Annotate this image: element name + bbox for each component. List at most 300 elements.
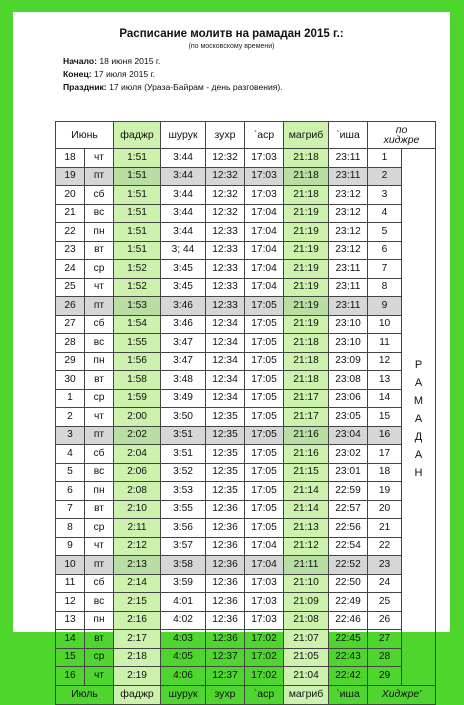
fajr-cell: 2:12 <box>114 537 161 556</box>
isha-cell: 23:12 <box>329 204 368 223</box>
day-cell: 1 <box>56 389 85 408</box>
fajr-cell: 1:51 <box>114 241 161 260</box>
zuhr-cell: 12:32 <box>206 149 245 168</box>
maghrib-cell: 21:19 <box>284 260 329 279</box>
fajr-cell: 2:15 <box>114 593 161 612</box>
table-row <box>56 630 436 649</box>
maghrib-cell: 21:05 <box>284 648 329 667</box>
asr-cell: 17:05 <box>245 482 284 501</box>
table-row <box>56 667 436 686</box>
day-cell: 21 <box>56 204 85 223</box>
zuhr-cell: 12:34 <box>206 371 245 390</box>
asr-cell: 17:05 <box>245 315 284 334</box>
weekday-cell: пн <box>85 482 114 501</box>
weekday-cell: ср <box>85 389 114 408</box>
isha-cell: 23:02 <box>329 445 368 464</box>
isha-cell: 23:12 <box>329 223 368 242</box>
start-label: Начало: <box>63 56 97 66</box>
shuruq-cell: 3:58 <box>161 556 206 575</box>
shuruq-cell: 4:03 <box>161 630 206 649</box>
shuruq-cell: 3:56 <box>161 519 206 538</box>
day-cell: 27 <box>56 315 85 334</box>
fajr-cell: 1:54 <box>114 315 161 334</box>
table-row <box>56 500 436 519</box>
weekday-cell: сб <box>85 315 114 334</box>
footer-zuhr: зухр <box>206 685 245 704</box>
header-row <box>56 122 436 149</box>
zuhr-cell: 12:33 <box>206 278 245 297</box>
weekday-cell: сб <box>85 574 114 593</box>
asr-cell: 17:04 <box>245 537 284 556</box>
day-cell: 3 <box>56 426 85 445</box>
header-hijri-line2: хиджре <box>383 134 420 146</box>
weekday-cell: сб <box>85 445 114 464</box>
table-row <box>56 260 436 279</box>
zuhr-cell: 12:34 <box>206 315 245 334</box>
asr-cell: 17:03 <box>245 186 284 205</box>
header-zuhr: зухр <box>206 122 245 149</box>
maghrib-cell: 21:19 <box>284 278 329 297</box>
footer-fajr: фаджр <box>114 685 161 704</box>
table-row <box>56 204 436 223</box>
isha-cell: 23:11 <box>329 167 368 186</box>
ramadan-letter: Р <box>414 359 423 371</box>
maghrib-cell: 21:07 <box>284 630 329 649</box>
asr-cell: 17:03 <box>245 574 284 593</box>
maghrib-cell: 21:14 <box>284 482 329 501</box>
weekday-cell: чт <box>85 278 114 297</box>
fajr-cell: 2:14 <box>114 574 161 593</box>
hijri-day-cell: 10 <box>368 315 402 334</box>
isha-cell: 22:45 <box>329 630 368 649</box>
asr-cell: 17:04 <box>245 223 284 242</box>
isha-cell: 22:57 <box>329 500 368 519</box>
header-fajr: фаджр <box>114 122 161 149</box>
ramadan-letter: А <box>414 413 423 425</box>
table-row <box>56 278 436 297</box>
table-row <box>56 593 436 612</box>
isha-cell: 23:09 <box>329 352 368 371</box>
fajr-cell: 1:56 <box>114 352 161 371</box>
asr-cell: 17:04 <box>245 204 284 223</box>
table-row <box>56 445 436 464</box>
zuhr-cell: 12:34 <box>206 389 245 408</box>
footer-row <box>56 685 436 704</box>
shuruq-cell: 4:01 <box>161 593 206 612</box>
day-cell: 6 <box>56 482 85 501</box>
shuruq-cell: 3:48 <box>161 371 206 390</box>
weekday-cell: вс <box>85 334 114 353</box>
hijri-day-cell: 5 <box>368 223 402 242</box>
table-row <box>56 408 436 427</box>
shuruq-cell: 3:44 <box>161 186 206 205</box>
day-cell: 11 <box>56 574 85 593</box>
zuhr-cell: 12:36 <box>206 630 245 649</box>
table-row <box>56 167 436 186</box>
ramadan-letter: А <box>414 377 423 389</box>
fajr-cell: 1:51 <box>114 204 161 223</box>
weekday-cell: чт <box>85 537 114 556</box>
weekday-cell: ср <box>85 260 114 279</box>
asr-cell: 17:05 <box>245 389 284 408</box>
header-isha: `иша <box>329 122 368 149</box>
page-title: Расписание молитв на рамадан 2015 г.: <box>119 28 344 40</box>
asr-cell: 17:05 <box>245 463 284 482</box>
isha-cell: 23:12 <box>329 241 368 260</box>
isha-cell: 22:49 <box>329 593 368 612</box>
day-cell: 8 <box>56 519 85 538</box>
header-asr: `аср <box>245 122 284 149</box>
hijri-day-cell: 11 <box>368 334 402 353</box>
zuhr-cell: 12:35 <box>206 482 245 501</box>
header-hijri <box>368 122 436 149</box>
zuhr-cell: 12:32 <box>206 204 245 223</box>
weekday-cell: чт <box>85 408 114 427</box>
fajr-cell: 1:59 <box>114 389 161 408</box>
header-hijri-line1: по <box>395 123 408 136</box>
maghrib-cell: 21:19 <box>284 315 329 334</box>
weekday-cell: пн <box>85 611 114 630</box>
hijri-day-cell: 9 <box>368 297 402 316</box>
header-shuruq: шурук <box>161 122 206 149</box>
day-cell: 16 <box>56 667 85 686</box>
asr-cell: 17:05 <box>245 352 284 371</box>
fajr-cell: 2:10 <box>114 500 161 519</box>
table-row <box>56 556 436 575</box>
shuruq-cell: 3:44 <box>161 204 206 223</box>
header-month: Июнь <box>56 122 114 149</box>
shuruq-cell: 3:53 <box>161 482 206 501</box>
isha-cell: 22:50 <box>329 574 368 593</box>
day-cell: 5 <box>56 463 85 482</box>
fajr-cell: 1:58 <box>114 371 161 390</box>
weekday-cell: ср <box>85 648 114 667</box>
isha-cell: 22:54 <box>329 537 368 556</box>
isha-cell: 23:11 <box>329 149 368 168</box>
zuhr-cell: 12:36 <box>206 574 245 593</box>
hijri-day-cell: 25 <box>368 593 402 612</box>
hijri-day-cell: 7 <box>368 260 402 279</box>
fajr-cell: 1:52 <box>114 278 161 297</box>
ramadan-letter: Д <box>414 431 423 443</box>
schedule-sheet <box>13 12 450 701</box>
table-row <box>56 574 436 593</box>
table-row <box>56 426 436 445</box>
shuruq-cell: 3:44 <box>161 167 206 186</box>
weekday-cell: вс <box>85 463 114 482</box>
maghrib-cell: 21:19 <box>284 241 329 260</box>
table-row <box>56 371 436 390</box>
start-info <box>63 56 160 66</box>
day-cell: 30 <box>56 371 85 390</box>
fajr-cell: 1:51 <box>114 186 161 205</box>
fajr-cell: 1:51 <box>114 223 161 242</box>
asr-cell: 17:02 <box>245 648 284 667</box>
asr-cell: 17:05 <box>245 297 284 316</box>
asr-cell: 17:03 <box>245 167 284 186</box>
hijri-day-cell: 1 <box>368 149 402 168</box>
isha-cell: 22:43 <box>329 648 368 667</box>
fajr-cell: 2:16 <box>114 611 161 630</box>
maghrib-cell: 21:19 <box>284 297 329 316</box>
zuhr-cell: 12:35 <box>206 408 245 427</box>
maghrib-cell: 21:18 <box>284 371 329 390</box>
maghrib-cell: 21:17 <box>284 389 329 408</box>
maghrib-cell: 21:19 <box>284 223 329 242</box>
asr-cell: 17:05 <box>245 408 284 427</box>
shuruq-cell: 3; 44 <box>161 241 206 260</box>
weekday-cell: пт <box>85 167 114 186</box>
shuruq-cell: 3:44 <box>161 223 206 242</box>
shuruq-cell: 3:45 <box>161 260 206 279</box>
zuhr-cell: 12:37 <box>206 648 245 667</box>
ramadan-vertical-label <box>402 149 436 686</box>
zuhr-cell: 12:36 <box>206 537 245 556</box>
shuruq-cell: 3:51 <box>161 445 206 464</box>
weekday-cell: пт <box>85 426 114 445</box>
table-row <box>56 315 436 334</box>
prayer-schedule-table <box>55 121 436 705</box>
day-cell: 29 <box>56 352 85 371</box>
header-maghrib: магриб <box>284 122 329 149</box>
maghrib-cell: 21:15 <box>284 463 329 482</box>
asr-cell: 17:05 <box>245 371 284 390</box>
footer-month: Июль <box>56 685 114 704</box>
asr-cell: 17:05 <box>245 334 284 353</box>
maghrib-cell: 21:19 <box>284 204 329 223</box>
fajr-cell: 1:55 <box>114 334 161 353</box>
holiday-info <box>63 82 283 92</box>
hijri-day-cell: 15 <box>368 408 402 427</box>
zuhr-cell: 12:33 <box>206 241 245 260</box>
fajr-cell: 2:18 <box>114 648 161 667</box>
hijri-day-cell: 8 <box>368 278 402 297</box>
day-cell: 18 <box>56 149 85 168</box>
day-cell: 12 <box>56 593 85 612</box>
isha-cell: 23:11 <box>329 278 368 297</box>
ramadan-letter: А <box>414 449 423 461</box>
zuhr-cell: 12:36 <box>206 593 245 612</box>
asr-cell: 17:05 <box>245 445 284 464</box>
footer-isha: `иша <box>329 685 368 704</box>
shuruq-cell: 3:50 <box>161 408 206 427</box>
ramadan-letter: М <box>413 395 424 407</box>
isha-cell: 23:10 <box>329 315 368 334</box>
hijri-day-cell: 22 <box>368 537 402 556</box>
footer-asr: `аср <box>245 685 284 704</box>
shuruq-cell: 3:46 <box>161 297 206 316</box>
maghrib-cell: 21:08 <box>284 611 329 630</box>
asr-cell: 17:03 <box>245 611 284 630</box>
zuhr-cell: 12:34 <box>206 334 245 353</box>
asr-cell: 17:05 <box>245 500 284 519</box>
table-row <box>56 334 436 353</box>
weekday-cell: вт <box>85 371 114 390</box>
day-cell: 14 <box>56 630 85 649</box>
table-row <box>56 149 436 168</box>
fajr-cell: 1:51 <box>114 149 161 168</box>
shuruq-cell: 3:51 <box>161 426 206 445</box>
hijri-day-cell: 28 <box>368 648 402 667</box>
isha-cell: 23:08 <box>329 371 368 390</box>
zuhr-cell: 12:33 <box>206 223 245 242</box>
day-cell: 9 <box>56 537 85 556</box>
fajr-cell: 2:02 <box>114 426 161 445</box>
zuhr-cell: 12:36 <box>206 500 245 519</box>
hijri-day-cell: 19 <box>368 482 402 501</box>
footer-shuruq: шурук <box>161 685 206 704</box>
table-row <box>56 186 436 205</box>
weekday-cell: вс <box>85 204 114 223</box>
day-cell: 19 <box>56 167 85 186</box>
hijri-day-cell: 20 <box>368 500 402 519</box>
day-cell: 15 <box>56 648 85 667</box>
day-cell: 22 <box>56 223 85 242</box>
hijri-day-cell: 14 <box>368 389 402 408</box>
shuruq-cell: 3:59 <box>161 574 206 593</box>
page-subtitle: (по московскому времени) <box>188 43 275 50</box>
maghrib-cell: 21:16 <box>284 426 329 445</box>
table-row <box>56 537 436 556</box>
holiday-value: 17 июля (Ураза-Байрам - день разговения). <box>109 82 283 92</box>
day-cell: 13 <box>56 611 85 630</box>
zuhr-cell: 12:35 <box>206 426 245 445</box>
maghrib-cell: 21:11 <box>284 556 329 575</box>
fajr-cell: 2:11 <box>114 519 161 538</box>
table-row <box>56 611 436 630</box>
weekday-cell: чт <box>85 667 114 686</box>
day-cell: 24 <box>56 260 85 279</box>
zuhr-cell: 12:36 <box>206 611 245 630</box>
day-cell: 28 <box>56 334 85 353</box>
weekday-cell: пн <box>85 352 114 371</box>
hijri-day-cell: 27 <box>368 630 402 649</box>
isha-cell: 23:04 <box>329 426 368 445</box>
maghrib-cell: 21:10 <box>284 574 329 593</box>
isha-cell: 23:01 <box>329 463 368 482</box>
table-row <box>56 482 436 501</box>
hijri-day-cell: 6 <box>368 241 402 260</box>
hijri-day-cell: 24 <box>368 574 402 593</box>
asr-cell: 17:05 <box>245 519 284 538</box>
footer-hijri: Хиджре' <box>368 685 436 704</box>
shuruq-cell: 3:49 <box>161 389 206 408</box>
isha-cell: 23:11 <box>329 297 368 316</box>
asr-cell: 17:04 <box>245 260 284 279</box>
shuruq-cell: 3:44 <box>161 149 206 168</box>
isha-cell: 22:46 <box>329 611 368 630</box>
asr-cell: 17:04 <box>245 241 284 260</box>
maghrib-cell: 21:13 <box>284 519 329 538</box>
shuruq-cell: 3:46 <box>161 315 206 334</box>
weekday-cell: вт <box>85 500 114 519</box>
day-cell: 4 <box>56 445 85 464</box>
maghrib-cell: 21:09 <box>284 593 329 612</box>
table-row <box>56 648 436 667</box>
shuruq-cell: 4:05 <box>161 648 206 667</box>
fajr-cell: 1:53 <box>114 297 161 316</box>
maghrib-cell: 21:18 <box>284 334 329 353</box>
maghrib-cell: 21:18 <box>284 167 329 186</box>
maghrib-cell: 21:18 <box>284 352 329 371</box>
zuhr-cell: 12:33 <box>206 297 245 316</box>
day-cell: 10 <box>56 556 85 575</box>
hijri-day-cell: 12 <box>368 352 402 371</box>
maghrib-cell: 21:18 <box>284 149 329 168</box>
shuruq-cell: 3:52 <box>161 463 206 482</box>
isha-cell: 23:12 <box>329 186 368 205</box>
asr-cell: 17:04 <box>245 278 284 297</box>
end-value: 17 июля 2015 г. <box>94 69 156 79</box>
shuruq-cell: 3:47 <box>161 352 206 371</box>
hijri-day-cell: 29 <box>368 667 402 686</box>
footer-maghrib: магриб <box>284 685 329 704</box>
shuruq-cell: 3:55 <box>161 500 206 519</box>
hijri-day-cell: 26 <box>368 611 402 630</box>
hijri-day-cell: 2 <box>368 167 402 186</box>
hijri-day-cell: 17 <box>368 445 402 464</box>
day-cell: 25 <box>56 278 85 297</box>
weekday-cell: пт <box>85 556 114 575</box>
schedule-body <box>56 149 436 686</box>
hijri-day-cell: 16 <box>368 426 402 445</box>
maghrib-cell: 21:12 <box>284 537 329 556</box>
asr-cell: 17:03 <box>245 149 284 168</box>
hijri-day-cell: 18 <box>368 463 402 482</box>
fajr-cell: 2:19 <box>114 667 161 686</box>
table-row <box>56 463 436 482</box>
fajr-cell: 2:17 <box>114 630 161 649</box>
asr-cell: 17:02 <box>245 667 284 686</box>
maghrib-cell: 21:17 <box>284 408 329 427</box>
isha-cell: 23:10 <box>329 334 368 353</box>
shuruq-cell: 4:02 <box>161 611 206 630</box>
asr-cell: 17:02 <box>245 630 284 649</box>
maghrib-cell: 21:18 <box>284 186 329 205</box>
hijri-day-cell: 4 <box>368 204 402 223</box>
hijri-day-cell: 23 <box>368 556 402 575</box>
isha-cell: 23:06 <box>329 389 368 408</box>
start-value: 18 июня 2015 г. <box>99 56 161 66</box>
end-info <box>63 69 155 79</box>
hijri-day-cell: 13 <box>368 371 402 390</box>
zuhr-cell: 12:36 <box>206 519 245 538</box>
day-cell: 20 <box>56 186 85 205</box>
zuhr-cell: 12:33 <box>206 260 245 279</box>
maghrib-cell: 21:04 <box>284 667 329 686</box>
weekday-cell: пт <box>85 297 114 316</box>
zuhr-cell: 12:36 <box>206 556 245 575</box>
table-row <box>56 297 436 316</box>
asr-cell: 17:03 <box>245 593 284 612</box>
isha-cell: 23:05 <box>329 408 368 427</box>
shuruq-cell: 3:57 <box>161 537 206 556</box>
isha-cell: 23:11 <box>329 260 368 279</box>
zuhr-cell: 12:35 <box>206 463 245 482</box>
day-cell: 7 <box>56 500 85 519</box>
table-row <box>56 519 436 538</box>
fajr-cell: 2:08 <box>114 482 161 501</box>
shuruq-cell: 4:06 <box>161 667 206 686</box>
hijri-day-cell: 3 <box>368 186 402 205</box>
ramadan-letter: Н <box>414 467 423 479</box>
fajr-cell: 2:04 <box>114 445 161 464</box>
fajr-cell: 2:00 <box>114 408 161 427</box>
fajr-cell: 2:06 <box>114 463 161 482</box>
isha-cell: 22:59 <box>329 482 368 501</box>
table-row <box>56 241 436 260</box>
weekday-cell: пн <box>85 223 114 242</box>
